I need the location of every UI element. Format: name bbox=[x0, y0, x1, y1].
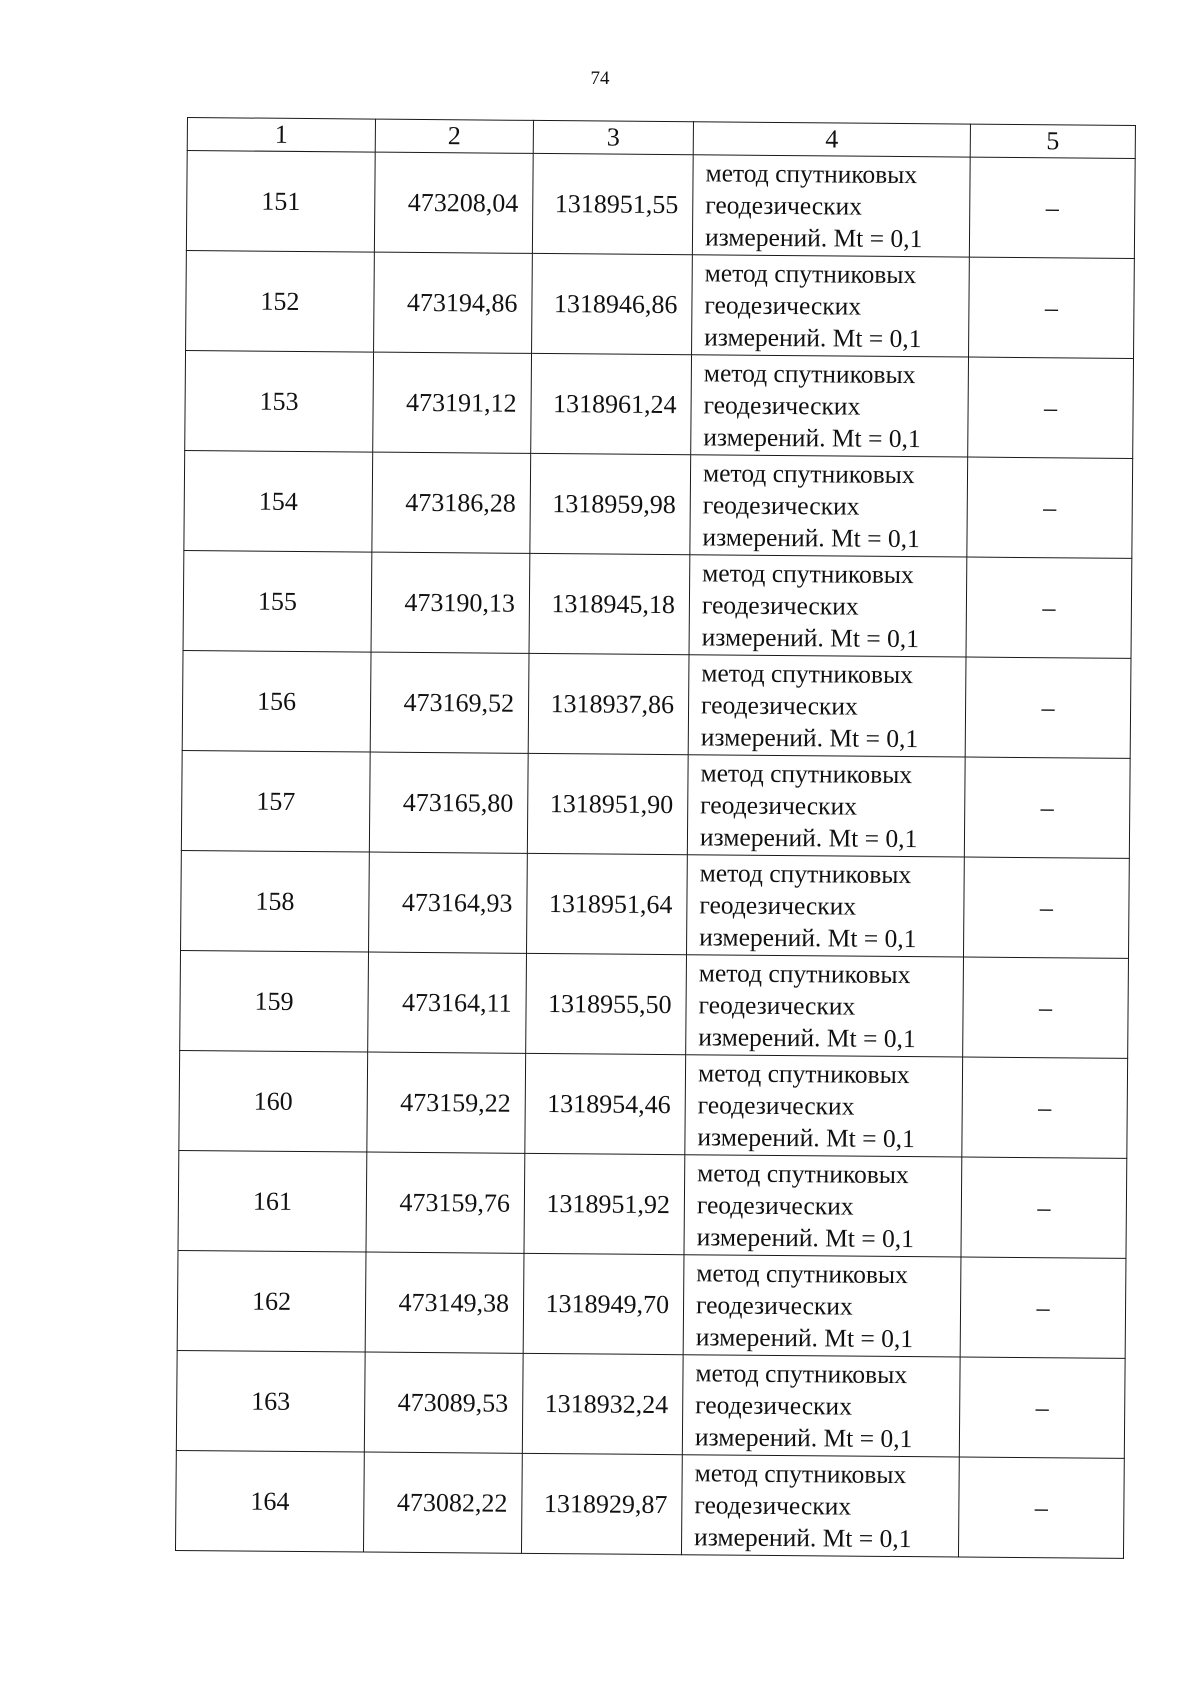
point-number-cell: 157 bbox=[181, 750, 370, 852]
method-cell bbox=[681, 1455, 959, 1557]
table-row bbox=[181, 850, 1130, 958]
method-line-1: метод спутниковых bbox=[701, 657, 914, 689]
method-line-1: метод спутниковых bbox=[705, 157, 918, 189]
method-line-1: метод спутниковых bbox=[704, 257, 917, 289]
column-header-4: 4 bbox=[693, 122, 970, 157]
method-line-2: геодезических bbox=[698, 989, 856, 1021]
method-line-1: метод спутниковых bbox=[696, 1257, 909, 1289]
x-coordinate-cell: 473164,93 bbox=[369, 852, 528, 953]
x-coordinate-cell: 473169,52 bbox=[370, 652, 529, 753]
y-coordinate-cell: 1318959,98 bbox=[530, 453, 691, 554]
description-cell: – bbox=[967, 457, 1133, 558]
point-number-cell: 154 bbox=[184, 450, 373, 552]
table-row bbox=[182, 650, 1131, 758]
coordinates-table bbox=[175, 117, 1136, 1559]
column-header-3: 3 bbox=[533, 120, 693, 154]
x-coordinate-cell: 473194,86 bbox=[374, 252, 533, 353]
point-number-cell: 164 bbox=[175, 1450, 364, 1552]
method-line-3: измерений. Mt = 0,1 bbox=[694, 1521, 912, 1553]
y-coordinate-cell: 1318955,50 bbox=[526, 953, 687, 1054]
column-header-1: 1 bbox=[187, 118, 375, 153]
y-coordinate-cell: 1318937,86 bbox=[528, 653, 689, 754]
x-coordinate-cell: 473186,28 bbox=[372, 452, 531, 553]
method-line-3: измерений. Mt = 0,1 bbox=[698, 1021, 916, 1053]
method-line-2: геодезических bbox=[699, 889, 857, 921]
method-cell bbox=[682, 1355, 960, 1457]
x-coordinate-cell: 473082,22 bbox=[363, 1452, 522, 1553]
y-coordinate-cell: 1318951,92 bbox=[524, 1153, 685, 1254]
description-cell: – bbox=[963, 857, 1129, 958]
column-header-5: 5 bbox=[970, 124, 1135, 158]
y-coordinate-cell: 1318951,55 bbox=[532, 153, 693, 254]
point-number-cell: 159 bbox=[180, 950, 369, 1052]
table-row bbox=[184, 450, 1133, 558]
method-line-2: геодезических bbox=[700, 689, 858, 721]
method-line-2: геодезических bbox=[696, 1189, 854, 1221]
description-cell: – bbox=[969, 257, 1135, 358]
description-cell: – bbox=[959, 1357, 1125, 1458]
method-line-2: геодезических bbox=[701, 589, 859, 621]
x-coordinate-cell: 473190,13 bbox=[371, 552, 530, 653]
method-line-3: измерений. Mt = 0,1 bbox=[700, 721, 919, 753]
y-coordinate-cell: 1318932,24 bbox=[522, 1353, 683, 1454]
y-coordinate-cell: 1318951,90 bbox=[527, 753, 688, 854]
method-cell bbox=[685, 1055, 963, 1157]
description-cell: – bbox=[962, 1057, 1128, 1158]
x-coordinate-cell: 473208,04 bbox=[374, 152, 533, 253]
table-row bbox=[183, 550, 1132, 658]
method-line-1: метод спутниковых bbox=[698, 957, 911, 989]
table-row bbox=[186, 151, 1135, 259]
table-row bbox=[186, 250, 1135, 358]
table-row bbox=[176, 1350, 1125, 1458]
method-line-1: метод спутниковых bbox=[702, 557, 914, 589]
x-coordinate-cell: 473191,12 bbox=[373, 352, 532, 453]
description-cell: – bbox=[969, 157, 1135, 258]
description-cell: – bbox=[963, 957, 1129, 1058]
method-line-1: метод спутниковых bbox=[695, 1357, 908, 1389]
table-row bbox=[181, 750, 1130, 858]
description-cell: – bbox=[960, 1257, 1126, 1358]
point-number-cell: 163 bbox=[176, 1350, 365, 1452]
x-coordinate-cell: 473165,80 bbox=[369, 752, 528, 853]
method-line-3: измерений. Mt = 0,1 bbox=[702, 521, 920, 553]
y-coordinate-cell: 1318951,64 bbox=[527, 853, 688, 954]
method-line-2: геодезических bbox=[697, 1089, 855, 1121]
method-cell bbox=[692, 155, 970, 257]
method-cell bbox=[689, 555, 967, 657]
method-line-3: измерений. Mt = 0,1 bbox=[697, 1121, 915, 1153]
table-row bbox=[180, 950, 1129, 1058]
method-line-1: метод спутниковых bbox=[694, 1457, 907, 1489]
method-cell bbox=[686, 855, 964, 957]
y-coordinate-cell: 1318946,86 bbox=[532, 253, 693, 354]
point-number-cell: 162 bbox=[177, 1250, 366, 1352]
method-line-2: геодезических bbox=[703, 389, 861, 421]
x-coordinate-cell: 473089,53 bbox=[364, 1352, 523, 1453]
method-cell bbox=[691, 355, 969, 457]
method-line-3: измерений. Mt = 0,1 bbox=[699, 921, 917, 953]
method-line-1: метод спутниковых bbox=[703, 357, 916, 389]
method-line-2: геодезических bbox=[695, 1389, 853, 1421]
method-cell bbox=[684, 1155, 962, 1257]
y-coordinate-cell: 1318945,18 bbox=[529, 553, 690, 654]
table-row bbox=[185, 350, 1134, 458]
method-line-1: метод спутниковых bbox=[702, 457, 915, 489]
method-line-3: измерений. Mt = 0,1 bbox=[701, 621, 920, 653]
description-cell: – bbox=[965, 657, 1131, 758]
method-line-3: измерений. Mt = 0,1 bbox=[699, 821, 918, 853]
description-cell: – bbox=[958, 1457, 1124, 1558]
x-coordinate-cell: 473164,11 bbox=[368, 952, 527, 1053]
point-number-cell: 153 bbox=[185, 350, 374, 452]
point-number-cell: 160 bbox=[179, 1050, 368, 1152]
method-line-2: геодезических bbox=[702, 489, 860, 521]
method-line-2: геодезических bbox=[694, 1489, 852, 1521]
point-number-cell: 151 bbox=[186, 151, 375, 253]
description-cell: – bbox=[968, 357, 1134, 458]
table-row bbox=[179, 1050, 1128, 1158]
method-cell bbox=[690, 455, 968, 557]
method-cell bbox=[688, 655, 966, 757]
y-coordinate-cell: 1318961,24 bbox=[531, 353, 692, 454]
method-line-1: метод спутниковых bbox=[700, 757, 913, 789]
description-cell: – bbox=[964, 757, 1130, 858]
method-line-2: геодезических bbox=[700, 789, 858, 821]
method-line-3: измерений. Mt = 0,1 bbox=[696, 1221, 915, 1253]
x-coordinate-cell: 473159,76 bbox=[366, 1152, 525, 1253]
method-line-1: метод спутниковых bbox=[697, 1157, 909, 1189]
table-row bbox=[178, 1150, 1127, 1258]
method-line-3: измерений. Mt = 0,1 bbox=[695, 1321, 914, 1353]
point-number-cell: 156 bbox=[182, 650, 371, 752]
y-coordinate-cell: 1318929,87 bbox=[521, 1453, 682, 1554]
method-line-2: геодезических bbox=[705, 189, 863, 221]
method-line-3: измерений. Mt = 0,1 bbox=[703, 421, 921, 453]
method-cell bbox=[687, 755, 965, 857]
method-line-2: геодезических bbox=[704, 289, 862, 321]
x-coordinate-cell: 473149,38 bbox=[365, 1252, 524, 1353]
method-line-3: измерений. Mt = 0,1 bbox=[704, 321, 922, 353]
method-cell bbox=[683, 1255, 961, 1357]
x-coordinate-cell: 473159,22 bbox=[367, 1052, 526, 1153]
column-header-2: 2 bbox=[375, 119, 533, 153]
method-cell bbox=[692, 255, 970, 357]
method-line-2: геодезических bbox=[695, 1289, 853, 1321]
y-coordinate-cell: 1318949,70 bbox=[523, 1253, 684, 1354]
table-row bbox=[177, 1250, 1126, 1358]
method-cell bbox=[686, 955, 964, 1057]
point-number-cell: 152 bbox=[186, 250, 375, 352]
description-cell: – bbox=[966, 557, 1132, 658]
point-number-cell: 155 bbox=[183, 550, 372, 652]
method-line-3: измерений. Mt = 0,1 bbox=[704, 221, 923, 253]
method-line-3: измерений. Mt = 0,1 bbox=[694, 1421, 913, 1453]
point-number-cell: 161 bbox=[178, 1150, 367, 1252]
table-row bbox=[175, 1450, 1124, 1558]
point-number-cell: 158 bbox=[181, 850, 370, 952]
method-line-1: метод спутниковых bbox=[697, 1057, 910, 1089]
description-cell: – bbox=[961, 1157, 1127, 1258]
method-line-1: метод спутниковых bbox=[699, 857, 912, 889]
page-number: 74 bbox=[590, 68, 610, 89]
y-coordinate-cell: 1318954,46 bbox=[525, 1053, 686, 1154]
